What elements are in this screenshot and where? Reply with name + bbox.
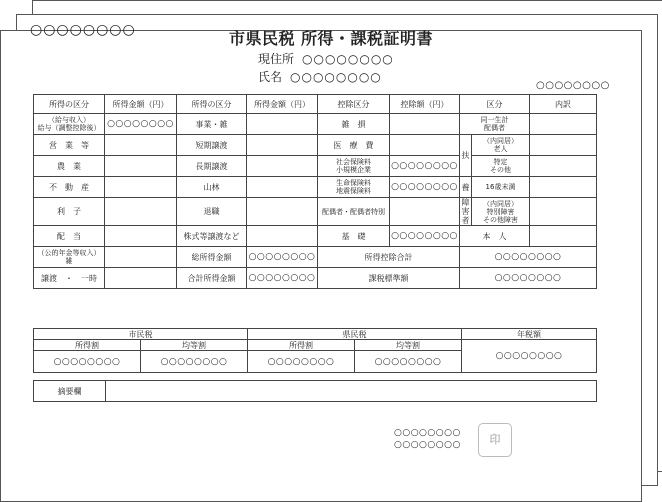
forestry-value <box>247 177 318 198</box>
stock-transfer-value <box>247 226 318 247</box>
pref-per-capita-header: 均等割 <box>355 340 462 351</box>
header-income-type-2: 所得の区分 <box>177 95 247 114</box>
operating-value <box>105 135 177 156</box>
retirement-value <box>247 198 318 226</box>
transfer-oneoff-value <box>105 268 177 289</box>
same-household-spouse-label: 同一生計 配偶者 <box>460 114 530 135</box>
tax-amount-table <box>33 328 597 373</box>
interest-value <box>105 198 177 226</box>
name-label: 氏名 <box>258 70 283 84</box>
memo-table <box>33 380 597 402</box>
table-row <box>34 247 597 268</box>
table-row <box>34 177 597 198</box>
transfer-oneoff-label: 譲渡 ・ 一時 <box>34 268 105 289</box>
total-deduction-label: 所得控除合計 <box>318 247 460 268</box>
self-label: 本 人 <box>460 226 530 247</box>
basic-deduction-label: 基 礎 <box>318 226 390 247</box>
table-row <box>34 114 597 135</box>
city-income-levy-value: ○○○○○○○○ <box>34 351 141 373</box>
business-misc-value <box>247 114 318 135</box>
taxable-standard-value: ○○○○○○○○ <box>460 268 597 289</box>
pref-per-capita-value: ○○○○○○○○ <box>355 351 462 373</box>
self-value <box>530 226 597 247</box>
header-income-amount-2: 所得金額（円） <box>247 95 318 114</box>
city-tax-header: 市民税 <box>34 329 248 340</box>
short-term-label: 短期譲渡 <box>177 135 247 156</box>
dependents-yo: 養 <box>460 177 472 198</box>
specific-other-value <box>530 156 597 177</box>
header-deduction-amount: 控除額（円） <box>390 95 460 114</box>
table-row <box>34 198 597 226</box>
medical-label: 医 療 費 <box>318 135 390 156</box>
under-16-label: 16歳未満 <box>472 177 530 198</box>
table-row <box>34 226 597 247</box>
header-deduction-type: 控除区分 <box>318 95 390 114</box>
life-insurance-label: 生命保険料 地震保険料 <box>318 177 390 198</box>
bottom-code-1: ○○○○○○○○ <box>394 428 461 438</box>
inner-elderly-label: （内同居） 老人 <box>472 135 530 156</box>
total-income-label: 総所得金額 <box>177 247 247 268</box>
total-deduction-value: ○○○○○○○○ <box>460 247 597 268</box>
spouse-deduction-value <box>390 198 460 226</box>
name-line <box>258 68 382 85</box>
dividend-value <box>105 226 177 247</box>
retirement-label: 退職 <box>177 198 247 226</box>
memo-value <box>106 381 597 402</box>
operating-label: 営 業 等 <box>34 135 105 156</box>
business-misc-label: 事業・雑 <box>177 114 247 135</box>
header-category: 区分 <box>460 95 530 114</box>
address-line <box>258 50 394 67</box>
social-insurance-label: 社会保険料 小規模企業 <box>318 156 390 177</box>
real-estate-label: 不 動 産 <box>34 177 105 198</box>
document-title: 市県民税 所得・課税証明書 <box>228 29 434 48</box>
total-income-value: ○○○○○○○○ <box>247 247 318 268</box>
dependents-fu: 扶 <box>460 135 472 177</box>
medical-value <box>390 135 460 156</box>
disability-label: 障害者 <box>461 198 470 225</box>
real-estate-value <box>105 177 177 198</box>
table-row <box>34 156 597 177</box>
address-value: ○○○○○○○○ <box>302 52 394 66</box>
pref-income-levy-header: 所得割 <box>248 340 355 351</box>
specific-other-label: 特定 その他 <box>472 156 530 177</box>
header-income-amount: 所得金額（円） <box>105 95 177 114</box>
name-value: ○○○○○○○○ <box>290 70 382 84</box>
agriculture-value <box>105 156 177 177</box>
combined-income-value: ○○○○○○○○ <box>247 268 318 289</box>
header-income-type: 所得の区分 <box>34 95 105 114</box>
bottom-code-2: ○○○○○○○○ <box>394 440 461 450</box>
forestry-label: 山林 <box>177 177 247 198</box>
inner-elderly-value <box>530 135 597 156</box>
same-household-spouse-value <box>530 114 597 135</box>
city-income-levy-header: 所得割 <box>34 340 141 351</box>
address-label: 現住所 <box>258 52 295 66</box>
city-per-capita-header: 均等割 <box>141 340 248 351</box>
under-16-value <box>530 177 597 198</box>
disability-categories: （内同居） 特別障害 その他障害 <box>472 198 530 226</box>
stock-transfer-label: 株式等譲渡など <box>177 226 247 247</box>
annual-tax-value: ○○○○○○○○ <box>462 340 597 373</box>
salary-label: （給与収入） 給与（調整控除後） <box>34 114 105 135</box>
city-per-capita-value: ○○○○○○○○ <box>141 351 248 373</box>
seal-stamp: 印 <box>478 423 512 457</box>
top-left-code: ○○○○○○○○ <box>30 22 136 38</box>
top-right-code: ○○○○○○○○ <box>536 80 610 91</box>
basic-deduction-value: ○○○○○○○○ <box>390 226 460 247</box>
taxable-standard-label: 課税標準額 <box>318 268 460 289</box>
long-term-label: 長期譲渡 <box>177 156 247 177</box>
pension-label: （公的年金等収入） 雑 <box>34 247 105 268</box>
interest-label: 利 子 <box>34 198 105 226</box>
annual-tax-header: 年税額 <box>462 329 597 340</box>
misc-loss-label: 雑 損 <box>318 114 390 135</box>
spouse-deduction-label: 配偶者・配偶者特別 <box>318 198 390 226</box>
agriculture-label: 農 業 <box>34 156 105 177</box>
combined-income-label: 合計所得金額 <box>177 268 247 289</box>
disability-value <box>530 198 597 226</box>
social-insurance-value: ○○○○○○○○ <box>390 156 460 177</box>
income-deduction-table <box>33 94 597 289</box>
pref-income-levy-value: ○○○○○○○○ <box>248 351 355 373</box>
life-insurance-value: ○○○○○○○○ <box>390 177 460 198</box>
misc-loss-value <box>390 114 460 135</box>
salary-value: ○○○○○○○○ <box>105 114 177 135</box>
table-row <box>34 135 597 156</box>
prefecture-tax-header: 県民税 <box>248 329 462 340</box>
table-row <box>34 268 597 289</box>
header-details: 内訳 <box>530 95 597 114</box>
memo-label: 摘要欄 <box>34 381 106 402</box>
dividend-label: 配 当 <box>34 226 105 247</box>
pension-value <box>105 247 177 268</box>
table-header-row <box>34 95 597 114</box>
short-term-value <box>247 135 318 156</box>
long-term-value <box>247 156 318 177</box>
